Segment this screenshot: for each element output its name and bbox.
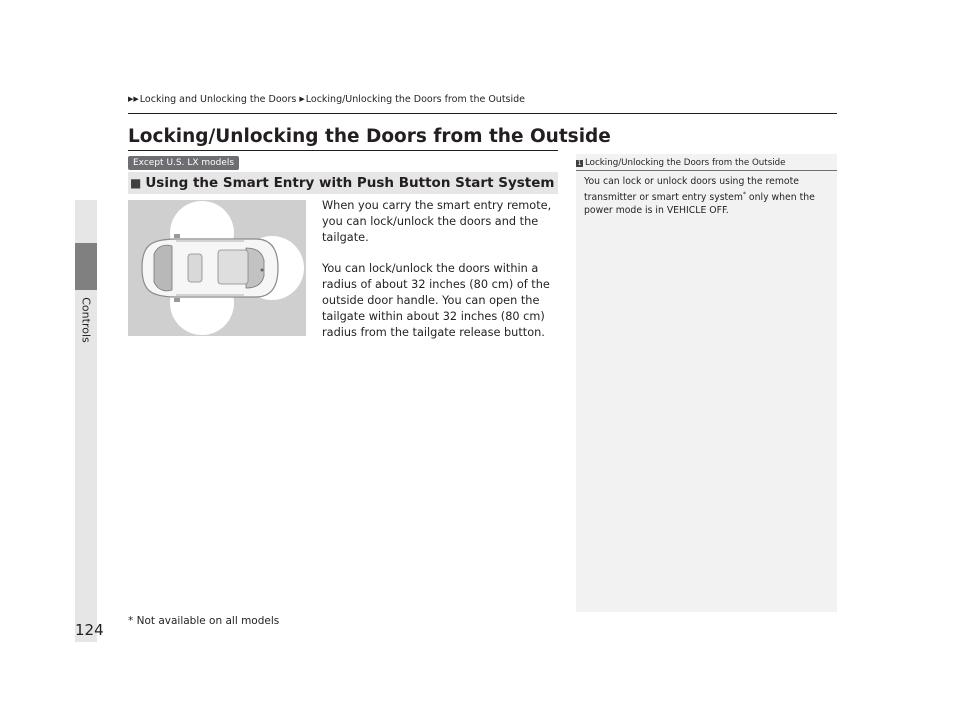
breadcrumb-item: Locking/Unlocking the Doors from the Outside [305, 94, 526, 105]
square-bullet-icon: ■ [130, 176, 142, 190]
car-top-view-icon [128, 200, 306, 336]
header-divider [128, 113, 837, 114]
body-paragraph: You can lock/unlock the doors within a radius of about 32 inches (80 cm) of the outside door handle. You can open the tailgate within about 32 inches (80 cm) radius from the tailgate release button. [322, 262, 550, 339]
page-number: 124 [75, 621, 104, 639]
title-divider [128, 150, 558, 151]
breadcrumb [128, 94, 525, 105]
side-tab-label: Controls [79, 297, 93, 343]
footnote: * Not available on all models [128, 615, 280, 627]
reference-icon: 1 [577, 160, 582, 167]
note-text: only when the power mode is in VEHICLE OFF. [584, 192, 815, 217]
note-body [584, 175, 824, 217]
note-asterisk: * [742, 191, 746, 198]
note-panel [576, 154, 837, 612]
note-title-text: Locking/Unlocking the Doors from the Outside [585, 158, 786, 168]
note-divider [576, 170, 837, 171]
section-heading-text: Using the Smart Entry with Push Button Start System [145, 175, 555, 191]
section-heading [128, 172, 558, 194]
breadcrumb-item: Locking and Unlocking the Doors [139, 94, 297, 105]
note-title [576, 158, 786, 168]
model-badge: Except U.S. LX models [128, 156, 239, 170]
side-tab-marker [75, 243, 97, 290]
body-text [322, 198, 558, 356]
page-title: Locking/Unlocking the Doors from the Outside [128, 126, 611, 147]
car-range-illustration [128, 200, 306, 336]
note-text: You can lock or unlock doors using the remote transmitter or smart entry system [584, 176, 799, 204]
double-arrow-icon: ▶▶ [128, 95, 139, 103]
body-paragraph: When you carry the smart entry remote, you can lock/unlock the doors and the tailgate. [322, 199, 552, 244]
arrow-icon: ▶ [299, 95, 305, 103]
